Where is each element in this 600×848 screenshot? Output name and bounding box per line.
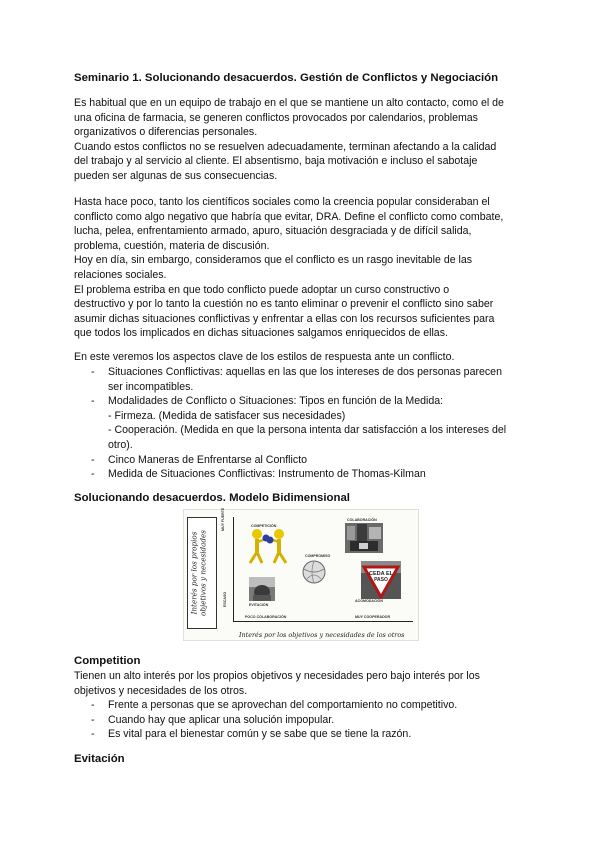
y-axis-label-line: Interés por los propios — [189, 531, 199, 615]
compromiso-label: COMPROMISO — [305, 554, 331, 558]
list-item — [74, 467, 534, 482]
avoidance-photo — [249, 577, 275, 601]
text-line: - Frente a personas que se aprovechan del comportamiento no competitivo. — [108, 699, 458, 711]
competition-paragraph — [74, 669, 534, 698]
y-axis-label — [191, 530, 208, 616]
y-low-label: ESCASO — [223, 591, 227, 607]
text-line: que todos los implicados en dichas situaciones salgamos enriquecidos de ellas. — [74, 327, 448, 340]
text-line: Hoy en día, sin embargo, consideramos que el conflicto es un rasgo inevitable de las — [74, 254, 473, 267]
text-line: - Es vital para el bienestar común y se sabe que se tiene la razón. — [108, 728, 412, 741]
competicion-label: COMPETICIÓN — [251, 524, 277, 528]
y-axis-label-line: objetivos y necesidades — [198, 530, 207, 616]
text-line: pueden ser algunas de sus consecuencias. — [74, 169, 278, 182]
text-line: - Cooperación. (Medida en que la persona intenta dar satisfacción a los intereses del — [108, 424, 507, 437]
list-item — [74, 698, 534, 713]
y-axis-line — [233, 517, 234, 621]
list-item — [74, 365, 534, 394]
y-high-label: MUY FUERTE — [221, 507, 225, 531]
text-line: lucha, pelea, enfrentamiento armado, apuro, situación desgraciada y de difícil salida, — [74, 225, 472, 238]
text-line: problema, cuestión, materia de discusión. — [74, 239, 270, 252]
text-line: Cuando estos conflictos no se resuelven adecuadamente, terminan afectando a la calidad — [74, 140, 497, 153]
text-line: organizativos o diferencias personales. — [74, 126, 258, 139]
x-axis-label: Interés por los objetivos y necesidades de los otros — [239, 631, 405, 639]
text-line: ser incompatibles. — [108, 380, 194, 393]
text-line: - Situaciones Conflictivas: aquellas en las que los intereses de dos personas parecen — [108, 366, 502, 378]
text-line: El problema estriba en que todo conflicto puede adoptar un curso constructivo o — [74, 283, 450, 296]
section-heading-model: Solucionando desacuerdos. Modelo Bidimensional — [74, 492, 350, 504]
text-line: - Firmeza. (Medida de satisfacer sus necesidades) — [108, 409, 346, 422]
ball-photo — [301, 559, 327, 585]
colaboracion-label: COLABORACIÓN — [347, 518, 377, 522]
text-line: - Cuando hay que aplicar una solución impopular. — [108, 713, 335, 726]
bidimensional-model-figure — [183, 509, 419, 641]
text-line: Hasta hace poco, tanto los científicos sociales como la creencia popular consideraban el — [74, 196, 490, 208]
x-low-label: POCO COLABORACIÓN — [245, 615, 287, 619]
sign-text-line1: CEDA EL — [369, 571, 393, 577]
text-line: del trabajo y al servicio al cliente. El absentismo, baja motivación e incluso el sabotaje — [74, 155, 478, 168]
evitacion-label: EVITACIÓN — [249, 603, 269, 607]
text-line: - Cinco Maneras de Enfrentarse al Conflicto — [108, 453, 308, 466]
document-title: Seminario 1. Solucionando desacuerdos. Gestión de Conflictos y Negociación — [74, 72, 499, 84]
teamwork-photo — [345, 523, 383, 553]
boxing-figures-icon — [243, 527, 293, 565]
intro-paragraph — [74, 96, 534, 184]
text-line: Es habitual que en un equipo de trabajo en el que se mantiene un alto contacto, como el de — [74, 97, 504, 109]
yield-sign-photo — [361, 561, 401, 599]
text-line: destructivo y por lo tanto la cuestión no es tanto eliminar o prevenir el conflicto sino saber — [74, 298, 494, 311]
text-line: conflicto como algo negativo que habría que evitar, DRA. Define el conflicto como combate, — [74, 210, 504, 223]
conflict-definition-paragraph — [74, 195, 534, 341]
list-item — [74, 394, 534, 452]
text-line: otro). — [108, 438, 133, 451]
text-line: asumir dichas situaciones conflictivas y enfrentar a ellas con los recursos suficientes para — [74, 312, 495, 325]
sign-text-line2: PASO — [374, 577, 388, 583]
list-item — [74, 713, 534, 728]
list-item — [74, 453, 534, 468]
aspects-list — [74, 365, 534, 482]
x-high-label: MUY COOPERADOR — [355, 615, 391, 619]
text-line: Tienen un alto interés por los propios objetivos y necesidades pero bajo interés por los — [74, 670, 480, 682]
text-line: objetivos y necesidades de los otros. — [74, 684, 248, 697]
section-heading-competition: Competition — [74, 655, 141, 667]
text-line: una oficina de farmacia, se generen conflictos provocados por calendarios, problemas — [74, 111, 478, 124]
text-line: - Modalidades de Conflicto o Situaciones: Tipos en función de la Medida: — [108, 395, 444, 408]
x-axis-line — [233, 621, 413, 622]
acomodacion-label: ACOMODACIÓN — [355, 599, 383, 603]
aspects-intro: En este veremos los aspectos clave de los estilos de respuesta ante un conflicto. — [74, 351, 455, 363]
section-heading-evitacion: Evitación — [74, 753, 125, 765]
text-line: relaciones sociales. — [74, 268, 167, 281]
list-item — [74, 727, 534, 742]
text-line: - Medida de Situaciones Conflictivas: Instrumento de Thomas-Kilman — [108, 468, 426, 481]
competition-list — [74, 698, 534, 742]
